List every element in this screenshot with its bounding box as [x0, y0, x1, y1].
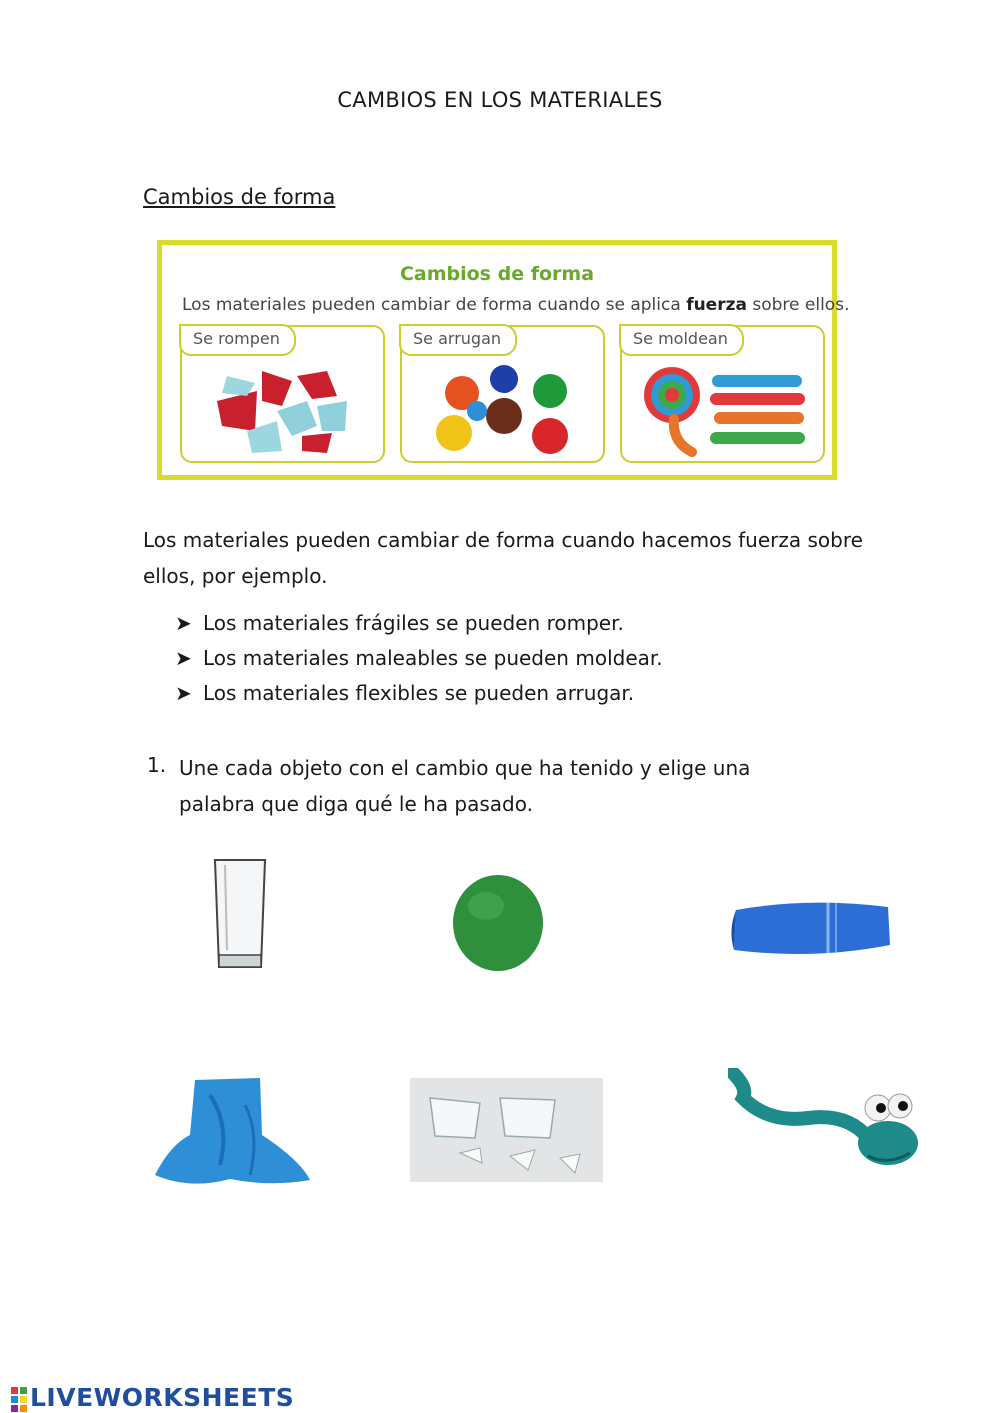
info-text-bold: fuerza: [686, 295, 747, 315]
bullet-item: [175, 681, 634, 705]
info-text-after: sobre ellos.: [746, 295, 850, 315]
bullet-text: Los materiales flexibles se pueden arrugar.: [203, 681, 635, 705]
question-number: 1.: [147, 753, 167, 777]
bullet-item: [175, 611, 624, 635]
info-box: [157, 240, 850, 480]
arrow-bullet-icon: ➤: [175, 681, 192, 705]
panel-se-arrugan: [400, 325, 605, 463]
bullet-item: [175, 646, 663, 670]
arrow-bullet-icon: ➤: [175, 611, 192, 635]
panel-label: Se moldean: [619, 324, 744, 356]
logo-grid-icon: [10, 1386, 30, 1413]
info-box-text: [182, 295, 849, 315]
question-text: Une cada objeto con el cambio que ha tenido y elige una palabra que diga qué le ha pasado.: [179, 756, 751, 816]
panel-se-rompen: [180, 325, 385, 463]
glass-icon[interactable]: [205, 855, 275, 975]
liveworksheets-logo: [10, 1383, 294, 1413]
folded-towel-icon[interactable]: [728, 895, 893, 965]
broken-plates-icon: [207, 361, 357, 456]
crumpled-towel-icon[interactable]: [150, 1075, 315, 1193]
crumpled-paper-icon: [432, 361, 582, 459]
intro-paragraph: Los materiales pueden cambiar de forma cuando hacemos fuerza sobre ellos, por ejemplo.: [143, 528, 863, 588]
panel-se-moldean: [620, 325, 825, 463]
panel-label: Se arrugan: [399, 324, 517, 356]
panel-label: Se rompen: [179, 324, 296, 356]
clay-snake-icon[interactable]: [728, 1068, 920, 1172]
logo-text: LIVEWORKSHEETS: [30, 1383, 295, 1412]
arrow-bullet-icon: ➤: [175, 646, 192, 670]
section-heading: Cambios de forma: [143, 185, 336, 209]
clay-rolls-icon: [632, 357, 817, 457]
page-title: CAMBIOS EN LOS MATERIALES: [337, 88, 663, 112]
bullet-text: Los materiales frágiles se pueden romper.: [203, 611, 624, 635]
info-box-title: Cambios de forma: [399, 263, 595, 285]
clay-ball-icon[interactable]: [448, 868, 548, 976]
bullet-text: Los materiales maleables se pueden moldear.: [203, 646, 663, 670]
info-text-before: Los materiales pueden cambiar de forma cuando se aplica: [182, 295, 687, 315]
broken-glass-icon[interactable]: [410, 1078, 603, 1182]
